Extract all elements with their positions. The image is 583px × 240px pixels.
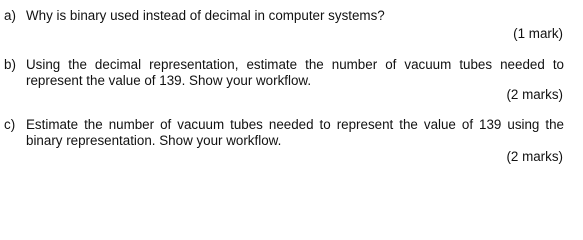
question-a-marks: (1 mark) <box>513 26 563 41</box>
question-a-label: a) <box>4 8 16 23</box>
question-b-marks: (2 marks) <box>506 87 563 102</box>
question-c-marks: (2 marks) <box>506 149 563 164</box>
question-c-label: c) <box>4 117 16 132</box>
question-b-text: Using the decimal representation, estimate the number of vacuum tubes needed to represent the value of 139. Show your workflow. <box>26 57 564 88</box>
question-b-label: b) <box>4 57 16 72</box>
question-a-text: Why is binary used instead of decimal in computer systems? <box>26 8 385 23</box>
question-c-text: Estimate the number of vacuum tubes needed to represent the value of 139 using the binary representation. Show your workflow. <box>26 117 564 148</box>
